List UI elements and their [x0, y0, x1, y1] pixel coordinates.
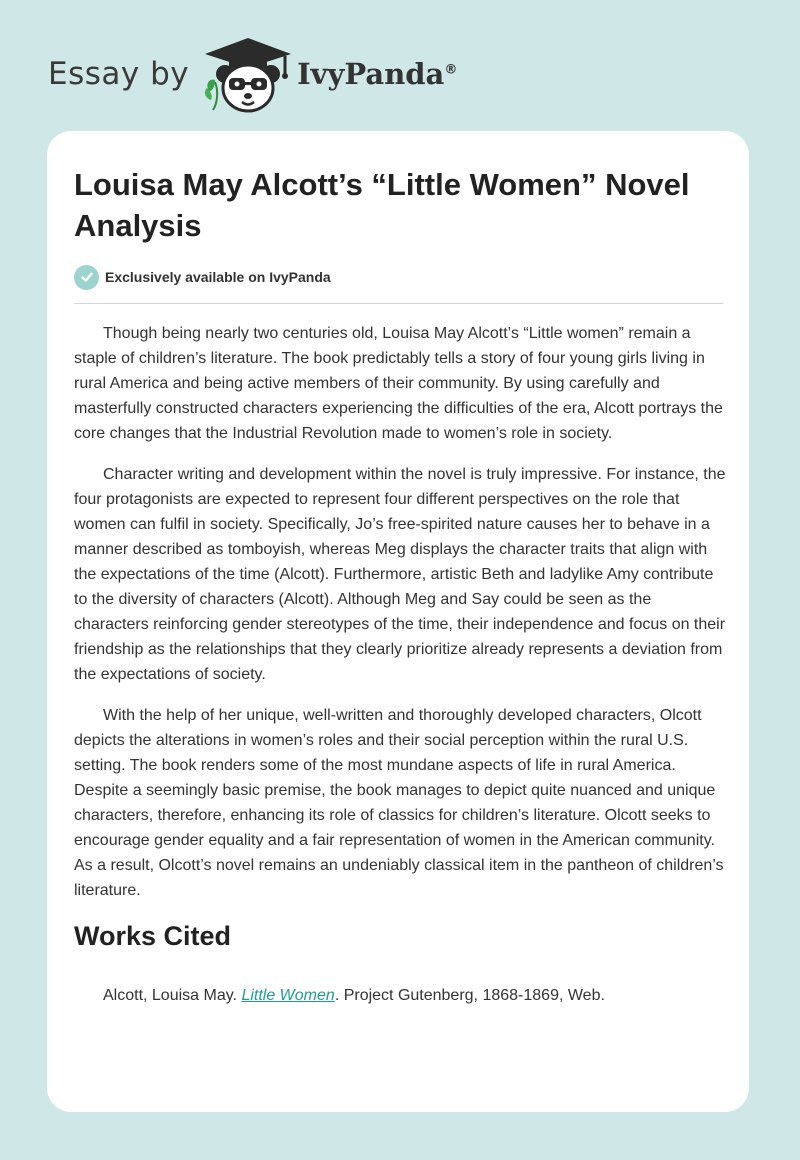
article-card	[47, 131, 749, 1112]
citation-entry	[103, 983, 723, 1008]
citation-source: . Project Gutenberg, 1868-1869, Web.	[334, 987, 605, 1004]
badge-text: Exclusively available on IvyPanda	[105, 269, 331, 285]
article-body	[74, 321, 726, 919]
registered-mark: ®	[444, 62, 458, 78]
brand-name-text: IvyPanda	[297, 57, 445, 91]
paragraph: Though being nearly two centuries old, Louisa May Alcott’s “Little women” remain a staple of children’s literature. The book predictably tells a story of four young girls living in rural America and being active members of their community. By using carefully and masterfully constructed characters experiencing the difficulties of the era, Alcott portrays the core changes that the Industrial Revolution made to women’s role in society.	[74, 325, 723, 442]
citation-title-link[interactable]: Little Women	[241, 987, 335, 1004]
paragraph: With the help of her unique, well-written and thoroughly developed characters, Olcott depicts the alterations in women’s roles and their social perception within the rural U.S. setting. The book renders some of the most mundane aspects of life in rural America. Despite a seemingly basic premise, the book manages to depict quite nuanced and unique characters, therefore, enhancing its role of classics for children’s literature. Olcott seeks to encourage gender equality and a fair representation of women in the American community. As a result, Olcott’s novel remains an undeniably classical item in the pantheon of children’s literature.	[74, 707, 724, 899]
check-icon	[74, 265, 99, 290]
panda-graduate-icon[interactable]	[201, 34, 295, 114]
paragraph: Character writing and development within the novel is truly impressive. For instance, the four protagonists are expected to represent four different perspectives on the role that women can fulfil in society. Specifically, Jo’s free-spirited nature causes her to behave in a manner described as tomboyish, whereas Meg displays the character traits that align with the expectations of the time (Alcott). Furthermore, artistic Beth and ladylike Amy contribute to the diversity of characters (Alcott). Although Meg and Say could be seen as the characters reinforcing gender stereotypes of the time, their independence and focus on their friendship as the relationships that they clearly prioritize already represents a deviation from the expectations of society.	[74, 466, 726, 683]
page-title: Louisa May Alcott’s “Little Women” Novel Analysis	[74, 167, 690, 243]
brand-name[interactable]	[297, 57, 457, 91]
divider	[74, 303, 723, 304]
brand-prefix: Essay by	[48, 56, 190, 92]
brand-header	[48, 34, 488, 114]
works-cited-heading: Works Cited	[74, 921, 232, 951]
exclusive-badge	[74, 264, 331, 290]
citation-author: Alcott, Louisa May.	[103, 987, 242, 1004]
